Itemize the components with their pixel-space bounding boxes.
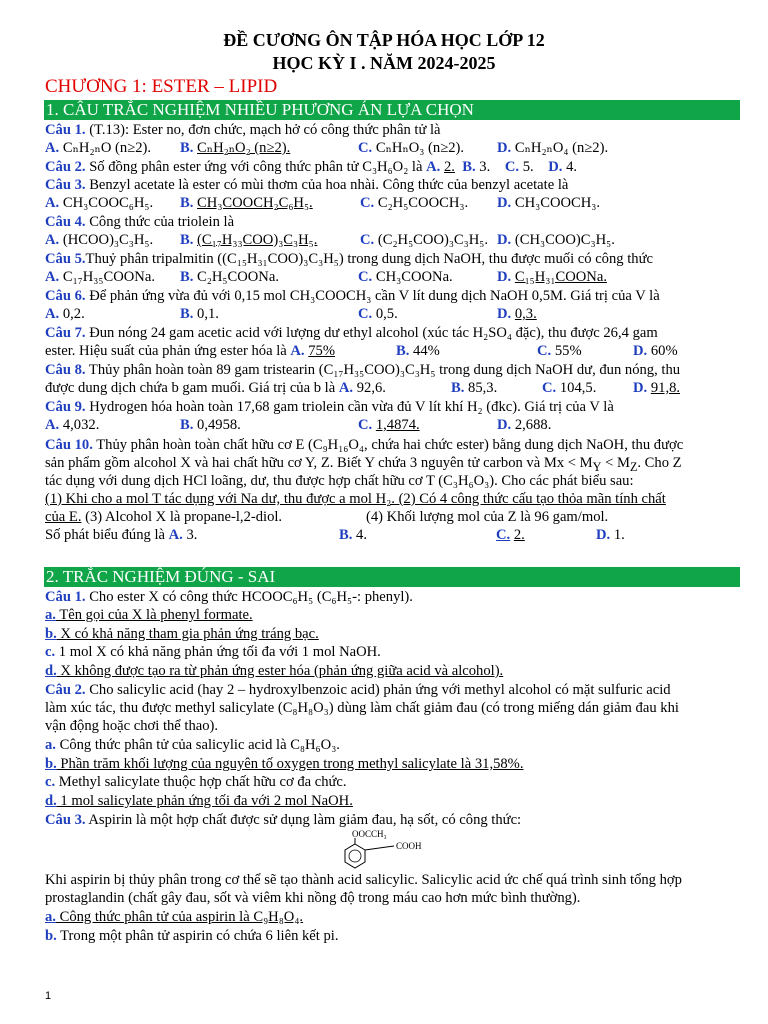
statement-key: a. (45, 607, 56, 623)
question-10-line3 (45, 472, 739, 490)
question-10-line4 (45, 490, 739, 508)
statement-text: Phần trăm khối lượng của nguyên tố oxygen trong methyl salicylate là 31,58%. (56, 756, 524, 772)
option-key: C. (542, 380, 557, 396)
option-text: 85,3. (468, 380, 498, 396)
question-label: Câu 4. (45, 214, 86, 230)
option-key: C. (358, 417, 373, 433)
option-text: 4. (566, 159, 578, 175)
option-text: CₙH₂ₙO₂ (n≥2). (197, 140, 291, 156)
question-text: được dung dịch chứa b gam muối. Giá trị của b là (45, 380, 339, 396)
tf-1-statement-a (45, 606, 739, 624)
question-text: Cho ester X có công thức HCOOC₆H₅ (C₆H₅-: phenyl). (85, 589, 413, 605)
question-label: Câu 9. (45, 399, 86, 415)
question-10 (45, 436, 739, 454)
option-key: B. (396, 343, 410, 359)
statement-key: d. (45, 793, 57, 809)
question-text: sản phẩm gồm alcohol X và hai chất hữu cơ Y, Z. Biết Y chứa 3 nguyên tử carbon và Mx < M (45, 455, 593, 471)
question-text: làm xúc tác, thu được methyl salicylate (C₈H₈O₃) dùng làm chất giảm đau (có trong miếng dán giảm đau khi (45, 700, 679, 716)
option-text: C₂H₅COOCH₃. (377, 195, 469, 211)
option-text: CH₃COOCH₂C₆H₅. (197, 195, 313, 211)
option-key: C. (358, 269, 373, 285)
question-7-options (45, 342, 739, 360)
question-label: Câu 7. (45, 325, 86, 341)
statement-key: a. (45, 737, 56, 753)
statement-text: (1) Khi cho a mol T tác dụng với Na dư, thu được a mol H₂. (2) Có 4 công thức cấu tạo thỏa mãn tính chất (45, 491, 666, 507)
option-key: D. (548, 159, 563, 175)
option-text: 2,688. (514, 417, 552, 433)
option-text: (C₂H₅COO)₃C₃H₅. (377, 232, 489, 248)
chapter-heading: CHƯƠNG 1: ESTER – LIPID (45, 76, 278, 97)
question-text: Hydrogen hóa hoàn toàn 17,68 gam triolein cần vừa đủ V lít khí H₂ (đkc). Giá trị của V là (85, 399, 614, 415)
option-key: D. (497, 269, 512, 285)
question-10-line5 (45, 508, 739, 526)
question-8 (45, 361, 739, 379)
question-text: Thuỷ phân tripalmitin ((C₁₅H₃₁COO)₃C₃H₅) trong dung dịch NaOH, thu được muối có công thức (85, 251, 653, 267)
question-text: Số phát biểu đúng là (45, 527, 169, 543)
question-label: Câu 8. (45, 362, 86, 378)
statement-text: Công thức phân tử của aspirin là C₉H₈O₄. (55, 909, 304, 925)
question-10-options (45, 526, 739, 544)
statement-text: X có khả năng tham gia phản ứng tráng bạc. (56, 626, 319, 642)
tf-1-statement-d (45, 662, 739, 680)
option-key: B. (451, 380, 465, 396)
option-key: D. (497, 195, 512, 211)
question-label: Câu 2. (45, 682, 86, 698)
question-text: Công thức của triolein là (85, 214, 235, 230)
option-text: 1. (613, 527, 625, 543)
statement-text: Tên gọi của X là phenyl formate. (55, 607, 253, 623)
statement-text: Methyl salicylate thuộc hợp chất hữu cơ đa chức. (55, 774, 347, 790)
option-text: 3. (186, 527, 198, 543)
option-text: 2. (443, 159, 455, 175)
substituent-carboxyl: COOH (396, 841, 422, 851)
aromatic-circle (349, 850, 361, 862)
option-key: A. (45, 269, 60, 285)
question-label: Câu 3. (45, 177, 86, 193)
option-text: C₁₅H₃₁COONa. (514, 269, 607, 285)
option-key: A. (45, 417, 60, 433)
tf-2-statement-a (45, 736, 739, 754)
statement-key: c. (45, 644, 56, 660)
question-text: . Cho Z (637, 455, 682, 471)
option-text: 91,8. (650, 380, 681, 396)
doc-title-line1: ĐỀ CƯƠNG ÔN TẬP HÓA HỌC LỚP 12 (223, 30, 545, 50)
tf-question-3-line2 (45, 871, 739, 889)
option-text: 104,5. (559, 380, 597, 396)
question-label: Câu 1. (45, 122, 86, 138)
option-key: C. (504, 159, 520, 175)
option-key: D. (497, 140, 512, 156)
question-text: Benzyl acetate là ester có mùi thơm của hoa nhài. Công thức của benzyl acetate là (85, 177, 569, 193)
question-7 (45, 324, 739, 342)
question-6 (45, 287, 739, 305)
question-text: prostaglandin (chất gây đau, sốt và viêm khi nồng độ trong máu cao hơn mức bình thường). (45, 890, 581, 906)
question-8-options (45, 379, 739, 397)
statement-key: b. (45, 928, 57, 944)
question-text: Đun nóng 24 gam acetic acid với lượng dư ethyl alcohol (xúc tác H₂SO₄ đặc), thu được 26,4 gam (85, 325, 658, 341)
option-key: C. (358, 306, 373, 322)
statement-text: Công thức phân tử của salicylic acid là C₈H₆O₃. (55, 737, 340, 753)
option-key: A. (426, 159, 441, 175)
option-text: 0,5. (375, 306, 398, 322)
question-text: Số đồng phân ester ứng với công thức phân tử C₃H₆O₂ là (85, 159, 427, 175)
option-key: B. (180, 195, 194, 211)
option-key: A. (45, 232, 60, 248)
question-label: Câu 10. (45, 437, 93, 453)
section-heading-1: 1. CÂU TRẮC NGHIỆM NHIỀU PHƯƠNG ÁN LỰA CHỌN (44, 100, 740, 120)
option-key: A. (168, 527, 183, 543)
doc-title-line2: HỌC KỲ I . NĂM 2024-2025 (272, 53, 496, 73)
question-text: Cho salicylic acid (hay 2 – hydroxylbenzoic acid) phản ứng với methyl alcohol có mặt sulfuric acid (85, 682, 671, 698)
statement-key: b. (45, 756, 57, 772)
option-key: C. (360, 195, 375, 211)
statement-key: b. (45, 626, 57, 642)
option-key: D. (633, 380, 648, 396)
statement-text: X không được tạo ra từ phản ứng ester hóa (phản ứng giữa acid và alcohol). (56, 663, 504, 679)
substituent-acetoxy: OOCCH₃ (352, 830, 387, 839)
tf-question-1 (45, 588, 739, 606)
option-key: B. (180, 306, 194, 322)
option-key: D. (497, 417, 512, 433)
statement-key: c. (45, 774, 56, 790)
option-text: 1,4874. (375, 417, 420, 433)
tf-question-2-line3 (45, 717, 739, 735)
benzene-ring (345, 844, 365, 868)
option-text: CₙH₂ₙO (n≥2). (62, 140, 152, 156)
question-text: Khi aspirin bị thủy phân trong cơ thể sẽ tạo thành acid salicylic. Salicylic acid ức chế quá trình sinh tổng hợp (45, 872, 682, 888)
statement-text: (4) Khối lượng mol của Z là 96 gam/mol. (366, 509, 609, 525)
option-key: D. (497, 306, 512, 322)
option-key: B. (180, 417, 194, 433)
option-text: (C₁₇H₃₃COO)₃C₃H₅. (197, 232, 318, 248)
question-9 (45, 398, 739, 416)
question-label: Câu 3. (45, 812, 86, 828)
option-text: 44% (413, 343, 440, 359)
option-text: 0,2. (62, 306, 85, 322)
option-text: CₙHₙO₃ (n≥2). (375, 140, 465, 156)
question-4 (45, 213, 739, 231)
option-key: D. (633, 343, 648, 359)
subscript: Y (592, 459, 602, 474)
aspirin-structure (330, 830, 440, 870)
option-key: A. (338, 380, 354, 396)
statement-text: 1 mol salicylate phản ứng tối đa với 2 mol NaOH. (56, 793, 353, 809)
option-key: B. (462, 159, 476, 175)
option-key: B. (180, 232, 194, 248)
tf-3-statement-a (45, 908, 739, 926)
tf-3-statement-b (45, 927, 739, 945)
option-text: 92,6. (356, 380, 386, 396)
question-label: Câu 6. (45, 288, 86, 304)
option-text: 75% (308, 343, 336, 359)
page-number: 1 (45, 990, 52, 1002)
option-text: 60% (650, 343, 678, 359)
question-text: < M (601, 455, 630, 471)
question-text: Để phản ứng vừa đủ với 0,15 mol CH₃COOCH₃ cần V lít dung dịch NaOH 0,5M. Giá trị của V là (85, 288, 660, 304)
option-text: (HCOO)₃C₃H₅. (62, 232, 154, 248)
option-text: 3. (479, 159, 491, 175)
option-key: C. (358, 140, 373, 156)
option-text: C₂H₅COONa. (197, 269, 279, 285)
question-1 (45, 121, 739, 139)
question-label: Câu 1. (45, 589, 86, 605)
question-text: ester. Hiệu suất của phản ứng ester hóa là (45, 343, 291, 359)
option-key: D. (596, 527, 611, 543)
option-text: CₙH₂ₙO₄ (n≥2). (514, 140, 609, 156)
option-key: C. (537, 343, 552, 359)
option-text: 0,1. (197, 306, 219, 322)
option-key: B. (180, 269, 194, 285)
question-text: Aspirin là một hợp chất được sử dụng làm giảm đau, hạ sốt, có công thức: (85, 812, 522, 828)
question-text: (T.13): Ester no, đơn chức, mạch hở có công thức phân tử là (85, 122, 441, 138)
option-text: 0,4958. (197, 417, 241, 433)
option-text: 0,3. (514, 306, 537, 322)
statement-key: a. (45, 909, 56, 925)
question-text: tác dụng với dung dịch HCl loãng, dư, thu được hợp chất hữu cơ T (C₃H₆O₃). Cho các phát biểu sau: (45, 473, 634, 489)
subscript: Z (629, 459, 638, 474)
option-text: 5. (522, 159, 534, 175)
option-key: A. (290, 343, 305, 359)
question-label: Câu 5. (45, 251, 86, 267)
option-key: A. (45, 195, 60, 211)
option-key: B. (339, 527, 353, 543)
option-text: 55% (554, 343, 582, 359)
option-key: B. (180, 140, 194, 156)
tf-2-statement-b (45, 755, 739, 773)
question-3 (45, 176, 739, 194)
statement-text: 1 mol X có khả năng phản ứng tối đa với 1 mol NaOH. (55, 644, 381, 660)
section-heading-2: 2. TRẮC NGHIỆM ĐÚNG - SAI (44, 567, 740, 587)
question-label: Câu 2. (45, 159, 86, 175)
option-key: C. (496, 527, 511, 543)
option-text: 2. (513, 527, 525, 543)
tf-question-3-line3 (45, 889, 739, 907)
tf-2-statement-d (45, 792, 739, 810)
statement-text: (3) Alcohol X là propane-l,2-diol. (81, 509, 283, 525)
statement-key: d. (45, 663, 57, 679)
tf-1-statement-b (45, 625, 739, 643)
option-key: A. (45, 306, 60, 322)
option-text: 4. (356, 527, 367, 543)
question-text: Thủy phân hoàn toàn 89 gam tristearin (C₁₇H₃₅COO)₃C₃H₅ trong dung dịch NaOH dư, đun nóng, thu (85, 362, 681, 378)
option-text: CH₃COOC₆H₅. (62, 195, 154, 211)
tf-2-statement-c (45, 773, 739, 791)
option-text: 4,032. (62, 417, 100, 433)
option-text: (CH₃COO)C₃H₅. (514, 232, 615, 248)
option-key: A. (45, 140, 60, 156)
question-text: vận động hoặc chơi thể thao). (45, 718, 219, 734)
statement-text: của E. (45, 509, 82, 525)
tf-question-2 (45, 681, 739, 699)
bond-right (365, 846, 394, 850)
statement-text: Trong một phân tử aspirin có chứa 6 liên kết pi. (56, 928, 339, 944)
tf-question-3 (45, 811, 739, 829)
question-text: Thủy phân hoàn toàn chất hữu cơ E (C₉H₁₆O₄, chứa hai chức ester) bằng dung dịch NaOH, thu được (92, 437, 684, 453)
option-text: C₁₇H₃₅COONa. (62, 269, 155, 285)
option-key: C. (360, 232, 375, 248)
option-text: CH₃COONa. (375, 269, 453, 285)
question-5 (45, 250, 739, 268)
tf-1-statement-c (45, 643, 739, 661)
tf-question-2-line2 (45, 699, 739, 717)
option-key: D. (497, 232, 512, 248)
question-2 (45, 158, 739, 176)
option-text: CH₃COOCH₃. (514, 195, 601, 211)
